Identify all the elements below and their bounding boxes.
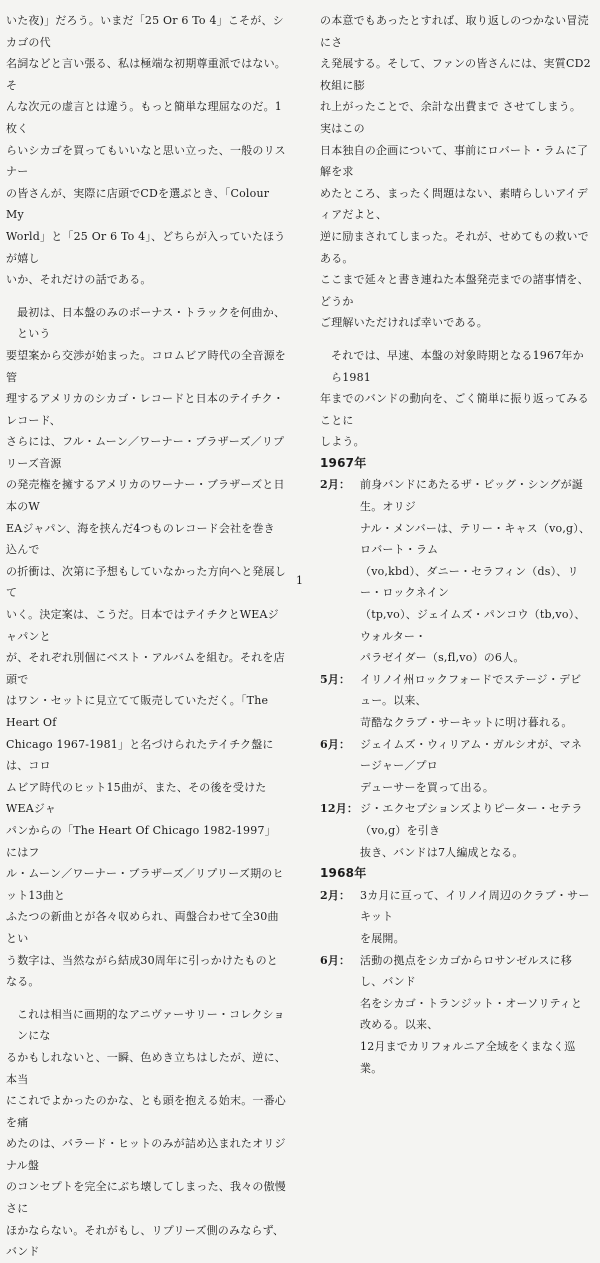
text-line: ジ・エクセプションズよりピーター・セテラ（vo,g）を引き — [360, 802, 583, 837]
text-line: パンからの「The Heart Of Chicago 1982-1997」にはフ — [6, 823, 276, 859]
text-line: え発展する。そして、ファンの皆さんには、実質CD2枚組に膨 — [320, 57, 591, 92]
text-line: （vo,kbd）、ダニー・セラフィン（ds）、リー・ロックネイン — [360, 564, 579, 600]
year-heading: 1968年 — [320, 866, 367, 881]
year-heading: 1967年 — [320, 455, 367, 470]
text-line: いく。決定案は、こうだ。日本ではテイチクとWEAジャパンと — [6, 608, 279, 643]
text-line: ジェイムズ・ウィリアム・ガルシオが、マネージャー／プロ — [360, 737, 583, 773]
text-line: これは相当に画期的なアニヴァーサリー・コレクションにな — [17, 1007, 285, 1043]
text-line: るかもしれないと、一瞬、色めき立ちはしたが、逆に、本当 — [6, 1050, 286, 1086]
text-line: 理するアメリカのシカゴ・レコードと日本のテイチク・レコード、 — [6, 392, 285, 427]
text-line: 日本独自の企画について、事前にロバート・ラムに了解を求 — [320, 143, 589, 179]
text-line: 名詞などと言い張る、私は極端な初期尊重派ではない。そ — [6, 57, 286, 92]
text-line: 要望案から交渉が始まった。コロムビア時代の全音源を管 — [6, 348, 286, 384]
text-line: さらには、フル・ムーン／ワーナー・ブラザーズ／リプリーズ音源 — [6, 435, 285, 470]
timeline-entry — [320, 798, 592, 863]
text-line: ムビア時代のヒット15曲が、また、その後を受けたWEAジャ — [6, 780, 267, 816]
text-line: いた夜)」だろう。いまだ「25 Or 6 To 4」こそが、シカゴの代 — [6, 14, 284, 49]
text-line: 抜き、バンドは7人編成となる。 — [360, 845, 524, 859]
text-line: 年までのバンドの動向を、ごく簡単に振り返ってみることに — [320, 392, 589, 427]
text-line: んな次元の虚言とは違う。もっと簡単な理屈なのだ。1枚く — [6, 100, 282, 135]
paragraph — [6, 1004, 286, 1263]
timeline-entry — [320, 885, 592, 950]
paragraph — [6, 10, 286, 291]
text-line: らいシカゴを買ってもいいなと思い立った、一般のリスナー — [6, 143, 286, 179]
text-line: （tp,vo）、ジェイムズ・パンコウ（tb,vo）、ウォルター・ — [360, 608, 586, 643]
left-column — [6, 10, 286, 1263]
timeline-entry — [320, 474, 592, 668]
text-line: 苛酷なクラブ・サーキットに明け暮れる。 — [360, 716, 573, 729]
text-line: 名をシカゴ・トランジット・オーソリティと改める。以来、 — [360, 996, 583, 1032]
text-line: デューサーを買って出る。 — [360, 780, 495, 794]
paragraph — [6, 302, 286, 993]
text-line: ご理解いただければ幸いである。 — [320, 316, 488, 330]
text-line: 3カ月に亘って、イリノイ周辺のクラブ・サーキット — [360, 888, 590, 924]
month-label: 6月： — [320, 737, 351, 751]
month-label: 2月： — [320, 478, 351, 492]
paragraph — [320, 345, 592, 453]
text-line: 前身バンドにあたるザ・ビッグ・シングが誕生。オリジ — [360, 478, 584, 514]
text-line: EAジャパン、海を挟んだ4つものレコード会社を巻き込んで — [6, 521, 275, 557]
text-line: ほかならない。それがもし、リプリーズ側のみならず、バンド — [6, 1223, 285, 1259]
text-line: Chicago 1967-1981」と名づけられたテイチク盤には、コロ — [6, 737, 274, 773]
month-label: 6月： — [320, 953, 351, 967]
text-line: 最初は、日本盤のみのボーナス・トラックを何曲か、という — [17, 305, 286, 341]
text-line: それでは、早速、本盤の対象時期となる1967年から1981 — [331, 348, 584, 384]
text-line: が、それぞれ別個にベスト・アルバムを組む。それを店頭で — [6, 651, 285, 686]
text-line: イリノイ州ロックフォードでステージ・デビュー。以来、 — [360, 672, 582, 708]
text-line: の折衝は、次第に予想もしていなかった方向へと発展して — [6, 564, 286, 600]
text-line: しよう。 — [320, 435, 365, 449]
text-line: ここまで延々と書き連ねた本盤発売までの諸事情を、どうか — [320, 273, 589, 308]
text-line: めたのは、バラード・ヒットのみが詰め込まれたオリジナル盤 — [6, 1137, 286, 1172]
text-line: パラゼイダー（s,fl,vo）の6人。 — [360, 651, 525, 665]
month-label: 2月： — [320, 888, 351, 902]
timeline-entry — [320, 669, 592, 734]
timeline-entry — [320, 950, 592, 1080]
text-line: いか、それだけの話である。 — [6, 273, 152, 287]
month-label: 12月： — [320, 802, 359, 816]
text-line: World」と「25 Or 6 To 4」、どちらが入っていたほうが嬉し — [6, 229, 286, 265]
text-line: 活動の拠点をシカゴからロサンゼルスに移し、バンド — [360, 953, 572, 989]
paragraph — [320, 10, 592, 334]
text-line: 12月までカリフォルニア全域をくまなく巡業。 — [360, 1039, 576, 1075]
month-label: 5月： — [320, 672, 351, 686]
page-number: 1 — [296, 574, 303, 587]
text-line: のコンセプトを完全にぶち壊してしまった、我々の傲慢さに — [6, 1180, 286, 1216]
text-line: はワン・セットに見立てて販売していただく。「The Heart Of — [6, 694, 269, 729]
text-line: の発売権を擁するアメリカのワーナー・ブラザーズと日本のW — [6, 478, 285, 514]
text-line: う数字は、当然ながら結成30周年に引っかけたものとなる。 — [6, 953, 278, 989]
text-line: 逆に励まされてしまった。それが、せめてもの救いである。 — [320, 229, 589, 265]
text-line: にこれでよかったのかな、とも頭を抱える始末。一番心を痛 — [6, 1094, 286, 1129]
text-line: の皆さんが、実際に店頭でCDを選ぶとき、「Colour My — [6, 186, 270, 222]
text-line: を展開。 — [360, 931, 405, 945]
text-line: めたところ、まったく問題はない、素晴らしいアイディアだよと、 — [320, 186, 588, 222]
right-column — [320, 10, 592, 1079]
text-line: の本意でもあったとすれば、取り返しのつかない冒涜にさ — [320, 14, 589, 49]
timeline-entry — [320, 734, 592, 799]
text-line: ナル・メンバーは、テリー・キャス（vo,g）、ロバート・ラム — [360, 521, 591, 557]
text-line: れ上がったことで、余計な出費まで させてしまう。実はこの — [320, 100, 582, 135]
text-line: ル・ムーン／ワーナー・ブラザーズ／リプリーズ期のヒット13曲と — [6, 867, 284, 902]
text-line: ふたつの新曲とが各々収められ、両盤合わせて全30曲とい — [6, 910, 279, 945]
